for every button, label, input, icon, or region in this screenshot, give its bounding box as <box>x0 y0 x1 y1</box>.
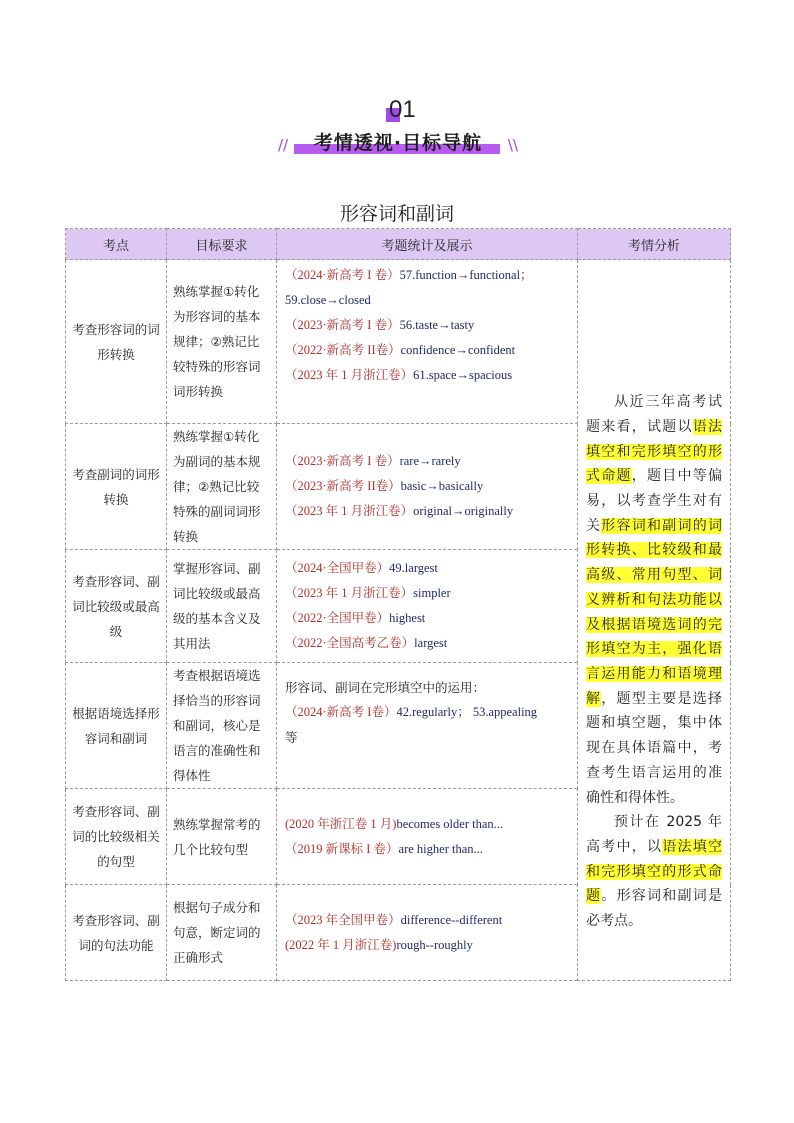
analysis-highlight: 语法填空和完形填空的形式命题 <box>586 838 722 905</box>
cell-goal: 考查根据语境选择恰当的形容词和副词，核心是语言的准确性和得体性 <box>167 663 277 789</box>
section-banner <box>278 128 518 158</box>
cell-goal: 熟练掌握①转化为副词的基本规律；②熟记比较特殊的副词词形转换 <box>167 424 277 550</box>
stat-tail: 等 <box>285 730 298 745</box>
stat-item: （2019 新课标 I 卷）are higher than... <box>285 841 483 856</box>
banner-right-slashes: \\ <box>507 136 518 154</box>
cell-stats <box>277 424 578 550</box>
cell-stats <box>277 550 578 663</box>
banner-left-slashes: // <box>278 136 289 154</box>
cell-point: 考查形容词、副词的句法功能 <box>66 885 167 981</box>
exam-analysis-table <box>65 228 731 981</box>
stat-item: （2024·新高考 I卷）42.regularly； 53.appealing <box>285 705 538 719</box>
stat-item: （2022·全国甲卷）highest <box>285 611 426 625</box>
table-row <box>66 260 731 424</box>
analysis-paragraph-1: 从近三年高考试题来看，试题以语法填空和完形填空的形式命题，题目中等偏易，以考查学生对有关形容词和副词的词形转换、比较级和最高级、常用句型、词义辨析和句法功能以及根据语境选词的完形填空为主，强化语言运用能力和语境理解，题型主要是选择题和填空题，集中体现在具体语篇中，考查考生语言运用的准确性和得体性。 <box>586 394 722 806</box>
cell-point: 考查形容词、副词的比较级相关的句型 <box>66 789 167 885</box>
analysis-highlight: 形容词和副词的词形转换、比较级和最高级、常用句型、词义辨析和句法功能以及根据语境选词的完形填空为主，强化语言运用能力和语境理解 <box>586 517 722 707</box>
section-number-text: 01 <box>389 96 416 123</box>
cell-point: 考查形容词的词形转换 <box>66 260 167 424</box>
cell-goal: 根据句子成分和句意，断定词的正确形式 <box>167 885 277 981</box>
cell-point: 根据语境选择形容词和副词 <box>66 663 167 789</box>
analysis-highlight: 语法填空和完形填空的形式命题 <box>586 418 722 485</box>
cell-goal: 熟练掌握常考的几个比较句型 <box>167 789 277 885</box>
cell-point: 考查副词的词形转换 <box>66 424 167 550</box>
cell-goal: 熟练掌握①转化为形容词的基本规律；②熟记比较特殊的形容词词形转换 <box>167 260 277 424</box>
stat-item: （2024·全国甲卷）49.largest <box>285 561 438 575</box>
cell-goal: 掌握形容词、副词比较级或最高级的基本含义及其用法 <box>167 550 277 663</box>
stat-item: (2020 年浙江卷 1 月)becomes older than... <box>285 816 504 831</box>
stat-item: （2023 年全国甲卷）difference--different <box>285 912 503 927</box>
cell-stats <box>277 663 578 789</box>
section-number <box>382 96 422 124</box>
header-goal: 目标要求 <box>167 229 277 260</box>
stat-item: （2022·新高考 II卷）confidence→confident <box>285 343 516 357</box>
cell-stats <box>277 789 578 885</box>
analysis-paragraph-2: 预计在 2025 年高考中，以语法填空和完形填空的形式命题。形容词和副词是必考点。 <box>586 814 722 930</box>
stat-item: （2023·新高考 I 卷）rare→rarely <box>285 454 461 468</box>
table-header-row <box>66 229 731 260</box>
cell-stats <box>277 885 578 981</box>
header-stats: 考题统计及展示 <box>277 229 578 260</box>
stat-item: （2023 年 1 月浙江卷）original→originally <box>285 504 514 518</box>
stat-item: （2022·全国高考乙卷）largest <box>285 636 448 650</box>
banner-title: 考情透视·目标导航 <box>313 132 483 154</box>
stat-item: （2023 年 1 月浙江卷）61.space→spacious <box>285 368 513 382</box>
stat-item: （2023·新高考 II卷）basic→basically <box>285 479 484 493</box>
stat-item: （2023 年 1 月浙江卷）simpler <box>285 586 451 600</box>
header-point: 考点 <box>66 229 167 260</box>
stat-item: (2022 年 1 月浙江卷)rough--roughly <box>285 937 473 952</box>
cell-stats <box>277 260 578 424</box>
stat-item: （2023·新高考 I 卷）56.taste→tasty <box>285 318 475 332</box>
cell-analysis <box>578 260 731 981</box>
document-title: 形容词和副词 <box>339 203 454 225</box>
header-analysis: 考情分析 <box>578 229 731 260</box>
stat-intro: 形容词、副词在完形填空中的运用： <box>285 680 486 695</box>
cell-point: 考查形容词、副词比较级或最高级 <box>66 550 167 663</box>
stat-item: （2024·新高考 I 卷）57.function→functional；59.close→closed <box>285 268 533 307</box>
